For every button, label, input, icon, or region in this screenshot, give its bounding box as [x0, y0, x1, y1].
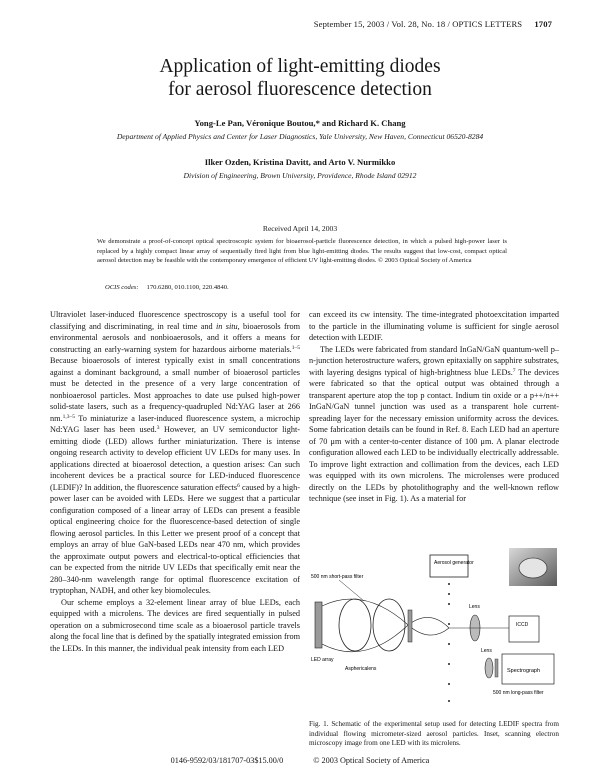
particle: [448, 683, 450, 685]
iccd-box: [509, 616, 539, 642]
left-paragraph-2: Our scheme employs a 32-element linear array of blue LEDs, each equipped with a microlens. The devices are fired sequentially in pulsed operation on a submicrosecond time scale as a bioaerosol particle travels along the focal line that is defined by the spatially integrated emission from the LEDs. In this manner, the individual peak intensity from each LED: [50, 597, 300, 653]
leader-line: [339, 580, 364, 601]
aspherical-lens-1: [339, 599, 371, 651]
article-code: 0146-9592/03/181707-03$15.00/0: [170, 756, 284, 765]
citation: 1,3–5: [62, 413, 75, 420]
authors-group-1: Yong-Le Pan, Véronique Boutou,* and Richard K. Chang: [194, 118, 406, 128]
citation: 7: [512, 367, 516, 374]
ocis-label: OCIS codes:: [105, 284, 139, 291]
title-line-1: Application of light-emitting diodes: [159, 56, 441, 77]
text-run: Ultraviolet laser-induced fluorescence spectroscopy is a useful tool for classifying and discriminating, in real time and: [50, 310, 300, 331]
beam-lower: [322, 617, 449, 651]
affiliation-2: Division of Engineering, Brown University, Providence, Rhode Island 02912: [183, 171, 417, 180]
particle: [448, 663, 450, 665]
text-run: The devices were fabricated so that the optical output was obtained through a transparent aperture atop the top p contact. Indium tin oxide or a p++/n++ InGaN/GaN tunnel junction was used as a transparent hole current-spreading layer for the necessary emission uniformity across the devices. Some fabrication details can be found in Ref. 8. Each LED had an aperture of 70 μm with a center-to-center distance of 100 μm. A planar electrode configuration allowed each LED to be individually electrically addressable. To improve light extraction and collimation from the devices, each LED was equipped with its own microlens. The microlenses were produced directly on the LEDs by photolithography and the well-known reflow technique (see inset in Fig. 1). As a material for: [309, 367, 559, 503]
ocis-values: 170.6280, 010.1100, 220.4840.: [146, 284, 229, 291]
led-array-block: [315, 602, 322, 648]
iccd-label: ICCD: [516, 622, 529, 628]
beam-paths: [322, 599, 449, 652]
ocis-codes: [105, 284, 229, 291]
particle: [448, 583, 450, 585]
journal-info: September 15, 2003 / Vol. 28, No. 18 / OPTICS LETTERS: [313, 19, 523, 29]
figure-1-caption: Fig. 1. Schematic of the experimental setup used for detecting LEDIF spectra from individual flowing micrometer-sized aerosol particles. Inset, scanning electron microscopy image from one LED with its microlens.: [309, 720, 559, 747]
figure-1-schematic: [309, 546, 559, 721]
particle: [448, 593, 450, 595]
text-run: However, an UV semiconductor light-emitting diode (LED) allows further miniaturization. There is intense ongoing research activity to develop efficient UV LEDs for many uses. In applications directed at bioaerosol detection, a question arises: Can such incoherent devices be a practical source for LED-induced fluorescence (LEDIF)? In addition, the fluorescence saturation effects: [50, 425, 300, 492]
page-footer: [0, 756, 600, 765]
title-line-2: for aerosol fluorescence detection: [168, 79, 432, 100]
copyright: © 2003 Optical Society of America: [313, 756, 430, 765]
microlens-icon: [519, 558, 547, 578]
aspherical-lens-label: Asphericalens: [345, 666, 377, 672]
long-pass-filter: [495, 659, 498, 677]
left-column: [50, 309, 300, 654]
long-pass-filter-label: 500 nm long-pass filter: [493, 690, 544, 696]
citation: 3: [156, 425, 160, 431]
short-pass-filter-label: 500 nm short-pass filter: [311, 574, 364, 580]
particle: [448, 603, 450, 605]
authors-group-2: Ilker Ozden, Kristina Davitt, and Arto V. Nurmikko: [204, 157, 396, 167]
aerosol-generator-label: Aerosol generator: [434, 560, 474, 566]
citation: 1–5: [291, 344, 300, 351]
received-date: Received April 14, 2003: [262, 224, 338, 233]
particle: [448, 623, 450, 625]
aspherical-lens-2: [373, 599, 405, 651]
left-paragraph-1: [50, 309, 300, 597]
aerosol-generator-box: [430, 555, 468, 577]
spectrograph-label: Spectrograph: [507, 668, 541, 674]
right-paragraph-2: [309, 344, 559, 505]
text-run: , bioaerosols from environmental aerosols and nonbioaerosols, and it offers a means for constructing an early-warning system for hazardous airborne materials.: [50, 321, 300, 354]
citation: 6: [237, 482, 240, 489]
right-column: [309, 309, 559, 505]
particle: [448, 700, 450, 702]
abstract: We demonstrate a proof-of-concept optical spectroscopic system for bioaerosol-particle fluorescence detection, in which a pulsed high-power laser is replaced by a highly compact linear array of sequentially fired light from blue light-emitting diodes. The results suggest that low-cost, compact optical aerosol detection may be feasible with the contemporary emergence of efficient UV light-emitting diodes. © 2003 Optical Society of America: [97, 238, 507, 265]
filter-slab: [408, 610, 412, 642]
particle: [448, 643, 450, 645]
text-run: The LEDs were fabricated from standard InGaN/GaN quantum-well p–n-junction heterostructure wafers, grown epitaxially on sapphire substrates, with layering designs typical of high-brightness blue LEDs.: [309, 344, 559, 377]
text-run: caused by a high-power laser can be avoided with LEDs. Here we suggest that a particular configuration composed of a linear array of LEDs can present a feasible optical engineering choice for the fluorescence-based detection of single flowing aerosol particles. In this Letter we present proof of a concept that employs an array of blue GaN-based LEDs near 470 nm, which provides the approximate output powers and electrical-to-optical efficiencies that can be expected from the nitride UV LEDs that specifically emit near the 280–340-nm wavelength range for optimal fluorescence excitation of tryptophan, NADH, and other key biomolecules.: [50, 482, 300, 595]
led-array-label: LED array: [311, 657, 334, 663]
text-run: To miniaturize a laser-induced fluorescence system, a microchip Nd:YAG laser has been used.: [50, 413, 300, 434]
italic-run: in situ: [216, 321, 238, 331]
running-header: [314, 19, 552, 29]
page-number: 1707: [534, 19, 552, 29]
affiliation-1: Department of Applied Physics and Center for Laser Diagnostics, Yale University, New Haven, Connecticut 06520-8284: [116, 132, 484, 141]
text-run: Because bioaerosols of interest typically exist in small concentrations against a dominant background, a small number of bioaerosol particles must be detected in the presence of a very large concentration of nonbioaerosol particles. Most approaches to date use pulsed high-power solid-state lasers, such as a frequency-quadrupled Nd:YAG laser at 266 nm.: [50, 356, 300, 423]
particle-stream: [448, 583, 450, 702]
relay-lens: [485, 658, 493, 678]
right-paragraph-1: can exceed its cw intensity. The time-integrated photoexcitation imparted to the particle in the illuminating volume is sufficient for single aerosol detection with LEDIF.: [309, 310, 559, 342]
article-title: [60, 55, 540, 101]
beam-upper: [322, 599, 449, 635]
relay-lens-label: Lens: [481, 648, 492, 654]
lens-label: Lens: [469, 604, 480, 610]
